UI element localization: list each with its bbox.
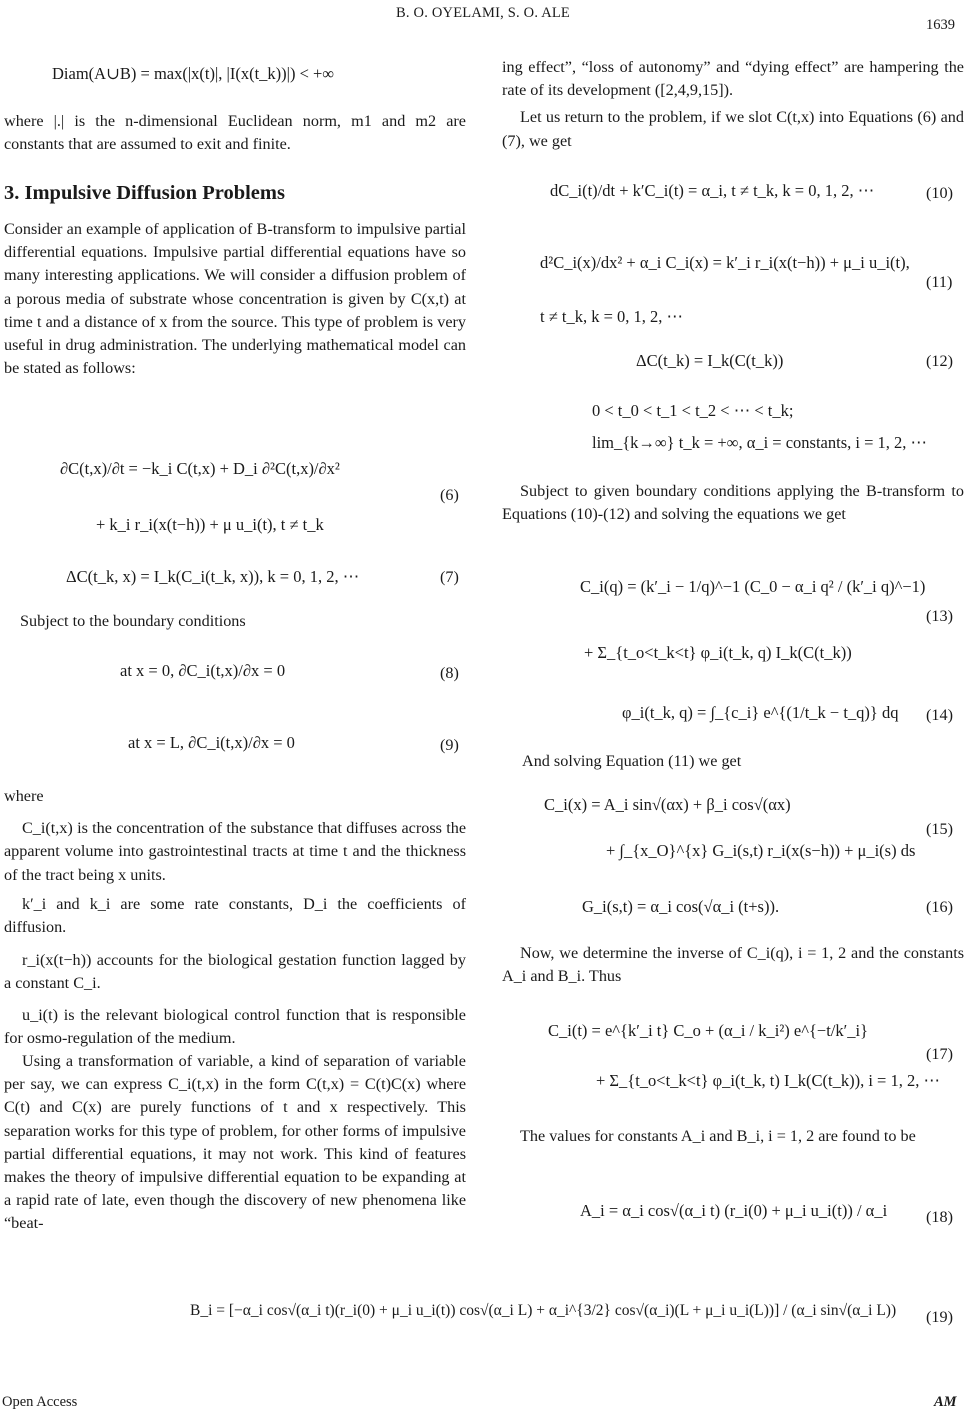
paragraph-btransform bbox=[502, 480, 964, 526]
equation-11-line-2: t ≠ t_k, k = 0, 1, 2, ⋯ bbox=[540, 307, 684, 326]
paragraph-inverse bbox=[502, 942, 964, 988]
page-number: 1639 bbox=[926, 17, 955, 33]
equation-6-line-2: + k_i r_i(x(t−h)) + μ u_i(t), t ≠ t_k bbox=[96, 515, 324, 534]
text-solving: And solving Equation (11) we get bbox=[522, 752, 742, 770]
equation-number-11: (11) bbox=[926, 273, 953, 291]
equation-15-line-1: C_i(x) = A_i sin√(αx) + β_i cos√(αx) bbox=[544, 795, 791, 814]
equation-11-line-1: d²C_i(x)/dx² + α_i C_i(x) = k′_i r_i(x(t−h)) + μ_i u_i(t), bbox=[540, 253, 910, 272]
paragraph-continued bbox=[502, 56, 964, 153]
definitions-block bbox=[4, 785, 466, 1236]
text-continued: ing effect”, “loss of autonomy” and “dying effect” are hampering the rate of its development ([2,4,9,15]). bbox=[502, 58, 964, 100]
equation-diam: Diam(A∪B) = max(|x(t)|, |I(x(t_k))|) < +∞ bbox=[52, 64, 335, 83]
footer-open-access: Open Access bbox=[2, 1394, 78, 1410]
equation-9: at x = L, ∂C_i(t,x)/∂x = 0 bbox=[128, 733, 295, 752]
equation-12: ΔC(t_k) = I_k(C(t_k)) bbox=[636, 351, 784, 370]
text-intro: Consider an example of application of B-transform to impulsive partial differential equations. Impulsive partial differential equations have so many interesting applications. We will consider a diffusion problem of a porous media of substrate whose concentration is given by C(x,t) at time t and a distance of x from the source. This type of problem is very useful in drug administration. The underlying mathematical model can be stated as follows: bbox=[4, 220, 466, 378]
definition-rate-constants: k′_i and k_i are some rate constants, D_i the coefficients of diffusion. bbox=[4, 894, 466, 937]
equation-number-8: (8) bbox=[440, 664, 459, 682]
condition-line-2: lim_{k→∞} t_k = +∞, α_i = constants, i = 1, 2, ⋯ bbox=[592, 433, 928, 452]
text-where: where bbox=[4, 787, 44, 805]
equation-17-line-2: + Σ_{t_o<t_k<t} φ_i(t_k, t) I_k(C(t_k)), i = 1, 2, ⋯ bbox=[596, 1071, 940, 1090]
equation-number-14: (14) bbox=[926, 706, 953, 724]
equation-18: A_i = α_i cos√(α_i t) (r_i(0) + μ_i u_i(t)) / α_i bbox=[580, 1201, 888, 1220]
definition-concentration: C_i(t,x) is the concentration of the substance that diffuses across the apparent volume into gastrointestinal tracts at time t and the thickness of the tract being x units. bbox=[4, 819, 466, 884]
equation-number-17: (17) bbox=[926, 1045, 953, 1063]
equation-10: dC_i(t)/dt + k′C_i(t) = α_i, t ≠ t_k, k = 0, 1, 2, ⋯ bbox=[550, 181, 875, 200]
definition-control: u_i(t) is the relevant biological control function that is responsible for osmo-regulation of the medium. bbox=[4, 1005, 466, 1047]
equation-6-line-1: ∂C(t,x)/∂t = −k_i C(t,x) + D_i ∂²C(t,x)/∂x² bbox=[60, 459, 340, 478]
paragraph-norm bbox=[4, 110, 466, 156]
equation-number-12: (12) bbox=[926, 352, 953, 370]
equation-14: φ_i(t_k, q) = ∫_{c_i} e^{(1/t_k − t_q)} dq bbox=[622, 703, 899, 722]
equation-number-10: (10) bbox=[926, 184, 953, 202]
equation-19: B_i = [−α_i cos√(α_i t)(r_i(0) + μ_i u_i(t)) cos√(α_i L) + α_i^{3/2} cos√(α_i)(L + μ_i u_i(L))] / (α_i sin√(α_i L)) bbox=[190, 1302, 897, 1319]
equation-number-6: (6) bbox=[440, 486, 459, 504]
equation-number-16: (16) bbox=[926, 898, 953, 916]
equation-17-line-1: C_i(t) = e^{k′_i t} C_o + (α_i / k_i²) e^{−t/k′_i} bbox=[548, 1021, 868, 1040]
equation-13-line-2: + Σ_{t_o<t_k<t} φ_i(t_k, q) I_k(C(t_k)) bbox=[584, 643, 852, 662]
footer-journal: AM bbox=[934, 1394, 957, 1410]
text-boundary-conditions: Subject to the boundary conditions bbox=[20, 612, 246, 630]
equation-15-line-2: + ∫_{x_O}^{x} G_i(s,t) r_i(x(s−h)) + μ_i(s) ds bbox=[606, 841, 916, 860]
equation-number-18: (18) bbox=[926, 1208, 953, 1226]
running-title: B. O. OYELAMI, S. O. ALE bbox=[396, 5, 570, 21]
equation-number-7: (7) bbox=[440, 568, 459, 586]
text-inverse: Now, we determine the inverse of C_i(q), i = 1, 2 and the constants A_i and B_i. Thus bbox=[502, 944, 964, 986]
paragraph-separation: Using a transformation of variable, a kind of separation of variable per say, we can express C_i(t,x) in the form C(t,x) = C(t)C(x) where C(t) and C(x) are purely functions of t and x respectively. This separation works for this type of problem, for other forms of impulsive partial differential equations, it may not work. This kind of features makes the theory of impulsive differential equation to be expanding at a rapid rate of late, even though the discovery of new phenomena like “beat- bbox=[4, 1052, 466, 1233]
equation-7: ΔC(t_k, x) = I_k(C_i(t_k, x)), k = 0, 1, 2, ⋯ bbox=[66, 567, 360, 586]
equation-8: at x = 0, ∂C_i(t,x)/∂x = 0 bbox=[120, 661, 286, 680]
text-norm: where |.| is the n-dimensional Euclidean norm, m1 and m2 are constants that are assumed to exit and finite. bbox=[4, 112, 466, 154]
equation-number-15: (15) bbox=[926, 820, 953, 838]
equation-13-line-1: C_i(q) = (k′_i − 1/q)^−1 (C_0 − α_i q² / (k′_i q)^−1) bbox=[580, 577, 926, 596]
equation-number-19: (19) bbox=[926, 1308, 953, 1326]
text-slot: Let us return to the problem, if we slot C(t,x) into Equations (6) and (7), we get bbox=[502, 108, 964, 150]
equation-number-9: (9) bbox=[440, 736, 459, 754]
text-btransform: Subject to given boundary conditions applying the B-transform to Equations (10)-(12) and solving the equations we get bbox=[502, 482, 964, 524]
text-values: The values for constants A_i and B_i, i = 1, 2 are found to be bbox=[520, 1127, 916, 1145]
paragraph-values bbox=[502, 1125, 964, 1148]
paragraph-intro bbox=[4, 218, 466, 380]
definition-gestation: r_i(x(t−h)) accounts for the biological gestation function lagged by a constant C_i. bbox=[4, 951, 466, 993]
condition-line-1: 0 < t_0 < t_1 < t_2 < ⋯ < t_k; bbox=[592, 401, 794, 420]
equation-number-13: (13) bbox=[926, 607, 953, 625]
equation-16: G_i(s,t) = α_i cos(√α_i (t+s)). bbox=[582, 897, 780, 916]
section-heading: 3. Impulsive Diffusion Problems bbox=[4, 182, 285, 204]
